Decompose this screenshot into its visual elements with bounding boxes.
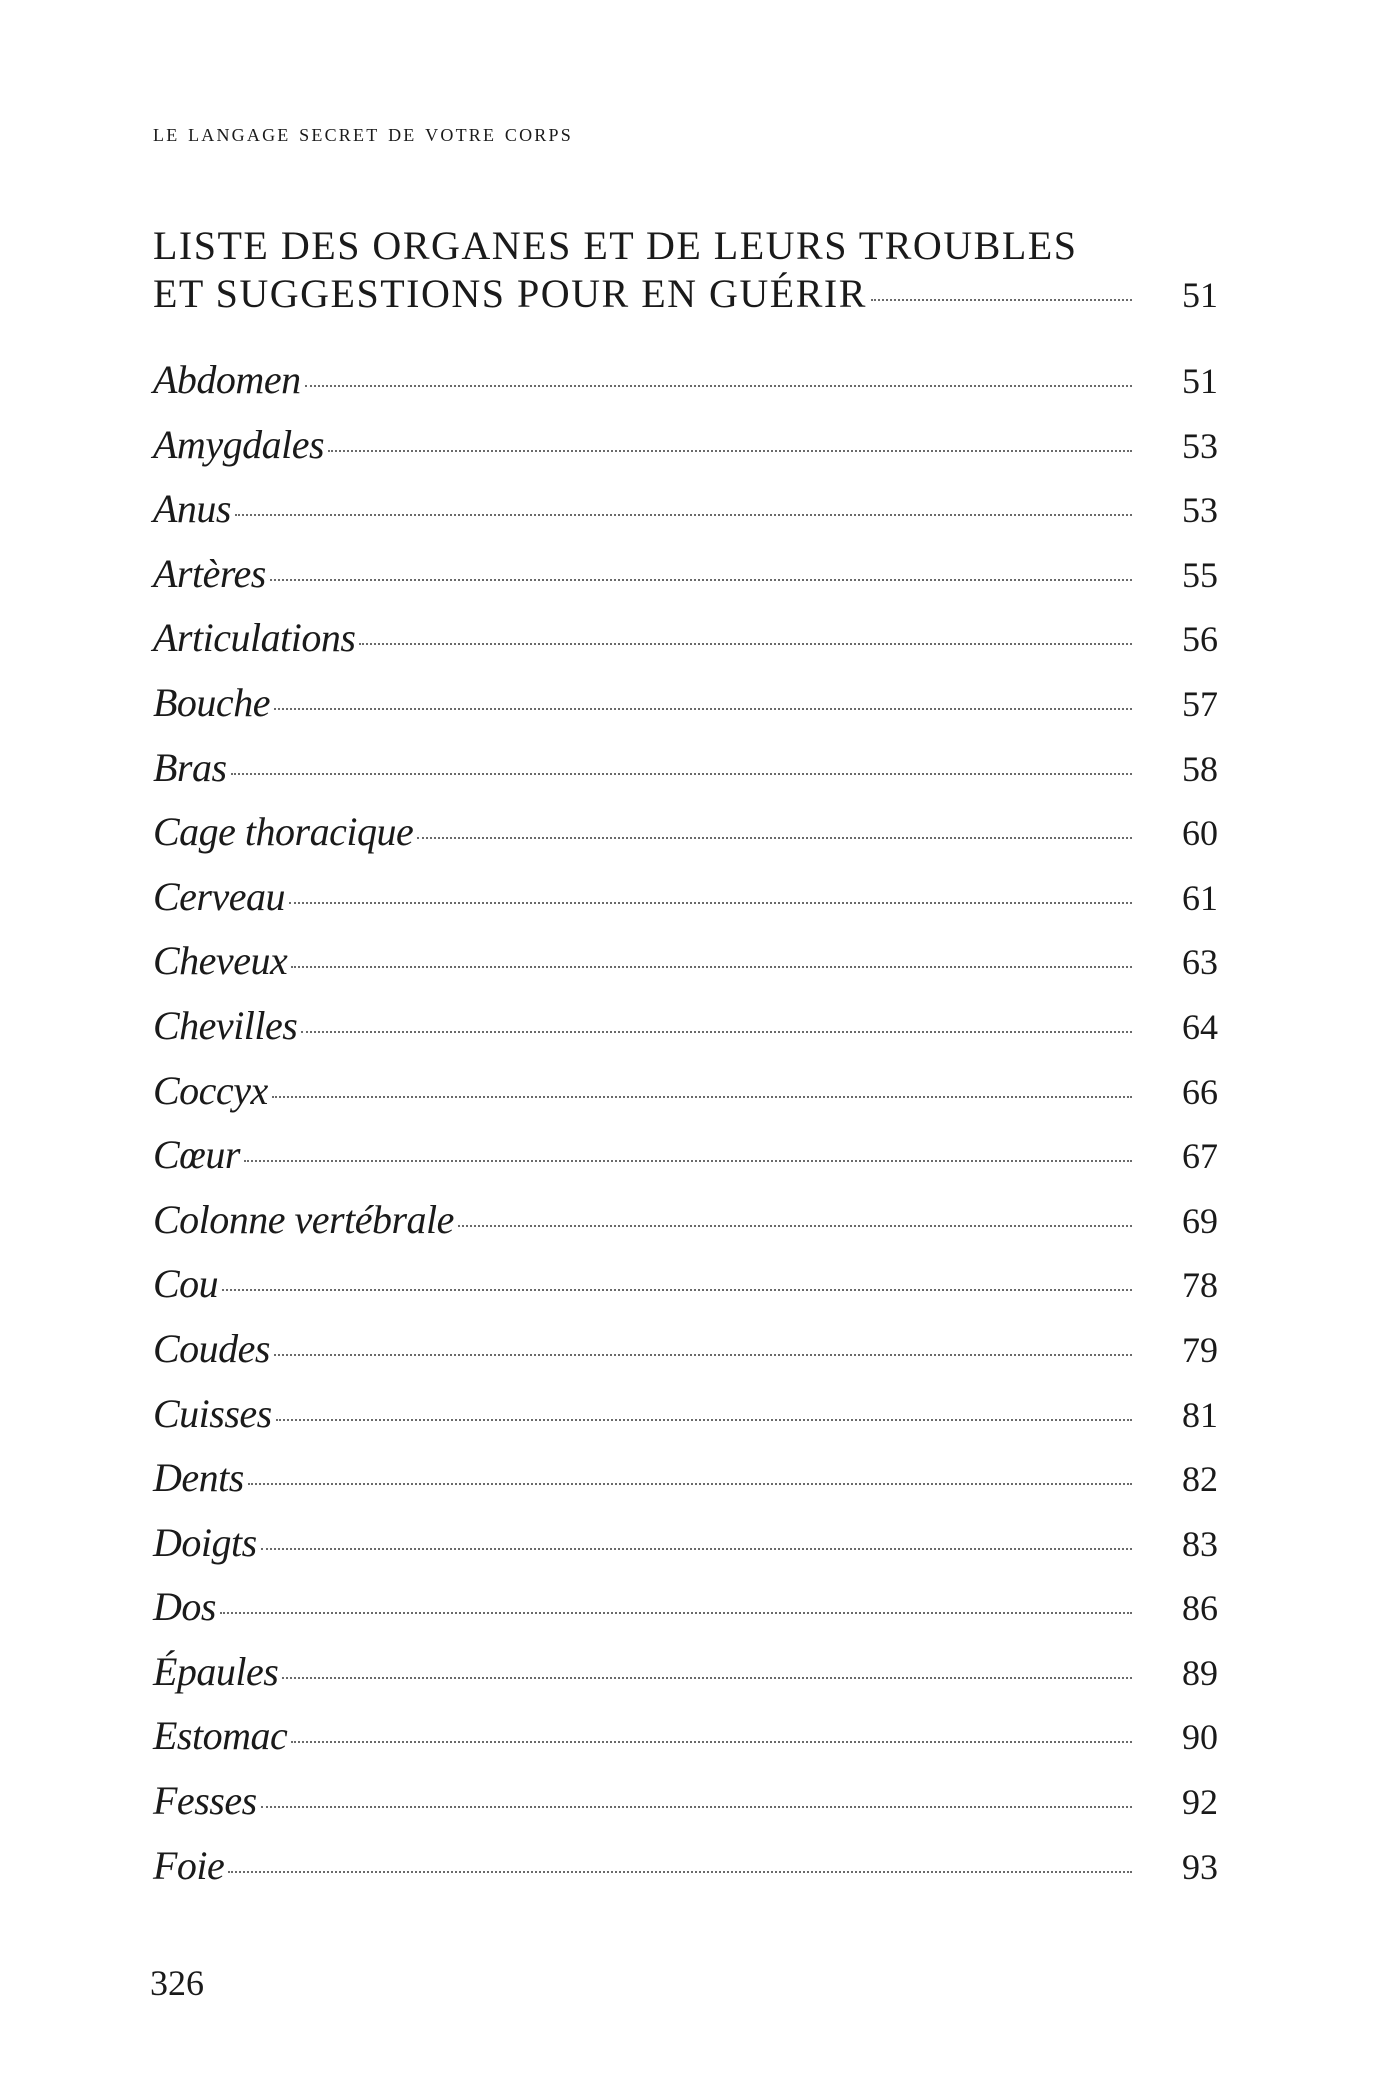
dot-leader — [274, 1354, 1132, 1356]
toc-entry-page: 86 — [1182, 1588, 1218, 1629]
toc-entry-page: 53 — [1182, 425, 1218, 466]
dot-leader — [261, 1806, 1132, 1808]
toc-entry-page: 56 — [1182, 619, 1218, 660]
toc-entry — [153, 421, 1218, 486]
toc-entry-page: 81 — [1182, 1394, 1218, 1435]
toc-entry-label: Cou — [153, 1261, 219, 1307]
toc-entry — [153, 356, 1218, 421]
toc-entry-page: 89 — [1182, 1652, 1218, 1693]
toc-entry — [153, 679, 1218, 744]
dot-leader — [276, 1419, 1132, 1421]
toc-entry-page: 58 — [1182, 748, 1218, 789]
toc-entry-label: Abdomen — [153, 357, 301, 402]
toc-entry-page: 64 — [1182, 1006, 1218, 1047]
dot-leader — [244, 1160, 1132, 1162]
toc-entry-page: 55 — [1182, 554, 1218, 595]
toc-entry — [153, 808, 1218, 873]
dot-leader — [272, 1096, 1132, 1098]
dot-leader — [305, 385, 1132, 387]
toc-entry-label: Fesses — [153, 1778, 257, 1824]
dot-leader — [228, 1871, 1132, 1873]
toc-entry — [153, 1131, 1218, 1196]
toc-entry-label: Chevilles — [153, 1002, 298, 1048]
toc-entry-label: Cheveux — [153, 938, 288, 984]
dot-leader — [289, 902, 1132, 904]
toc-entry-page: 60 — [1182, 813, 1218, 854]
toc-entry — [153, 744, 1218, 809]
dot-leader — [220, 1612, 1132, 1614]
toc-entry-label: Colonne vertébrale — [153, 1196, 454, 1242]
dot-leader — [871, 299, 1132, 301]
dot-leader — [235, 514, 1132, 516]
toc-entry-label: Dos — [153, 1584, 216, 1630]
toc-entry-label: Foie — [153, 1842, 225, 1888]
running-head: le langage secret de votre corps — [153, 118, 573, 147]
toc-entry-page: 61 — [1182, 877, 1218, 918]
toc-entry-page: 78 — [1182, 1265, 1218, 1306]
toc-entry — [153, 1519, 1218, 1584]
dot-leader — [274, 708, 1132, 710]
toc-entry-label: Bouche — [153, 679, 270, 725]
dot-leader — [231, 773, 1132, 775]
toc-entry — [153, 1196, 1218, 1261]
section-title-line-1: LISTE DES ORGANES ET DE LEURS TROUBLES — [153, 223, 1078, 268]
toc-entry-page: 57 — [1182, 683, 1218, 724]
toc-entry-label: Doigts — [153, 1519, 257, 1565]
toc-entry-label: Amygdales — [153, 421, 325, 467]
toc-entry — [153, 1777, 1218, 1842]
toc-entry-page: 79 — [1182, 1329, 1218, 1370]
toc-entry — [153, 1260, 1218, 1325]
toc-entry-label: Articulations — [153, 615, 356, 661]
dot-leader — [282, 1677, 1132, 1679]
section-heading — [153, 222, 1218, 319]
toc-entry-label: Artères — [153, 550, 266, 596]
toc-entry — [153, 937, 1218, 1002]
toc-entry-page: 83 — [1182, 1523, 1218, 1564]
toc-entry — [153, 1390, 1218, 1455]
dot-leader — [248, 1483, 1132, 1485]
dot-leader — [417, 837, 1132, 839]
toc-entry-label: Cerveau — [153, 873, 286, 919]
toc-entry-page: 63 — [1182, 942, 1218, 983]
toc-entry-label: Coudes — [153, 1325, 270, 1371]
dot-leader — [270, 579, 1132, 581]
toc-entry — [153, 485, 1218, 550]
section-title-row — [153, 270, 1218, 319]
toc-entry-label: Cage thoracique — [153, 809, 414, 855]
toc-entry — [153, 1002, 1218, 1067]
toc-entry — [153, 1325, 1218, 1390]
dot-leader — [458, 1225, 1132, 1227]
toc-entry-page: 93 — [1182, 1846, 1218, 1887]
dot-leader — [328, 450, 1132, 452]
toc-entry-label: Bras — [153, 744, 227, 790]
dot-leader — [301, 1031, 1132, 1033]
toc-entry — [153, 1712, 1218, 1777]
toc-entry-page: 51 — [1182, 361, 1218, 401]
toc-entry — [153, 873, 1218, 938]
toc-entry-label: Anus — [153, 486, 231, 532]
dot-leader — [222, 1289, 1132, 1291]
dot-leader — [291, 966, 1132, 968]
toc-entry-label: Dents — [153, 1455, 244, 1501]
dot-leader — [261, 1548, 1132, 1550]
toc-entry-page: 82 — [1182, 1459, 1218, 1500]
toc-entry-page: 53 — [1182, 490, 1218, 531]
toc-entry — [153, 1067, 1218, 1132]
toc-entry — [153, 550, 1218, 615]
toc-entry-page: 90 — [1182, 1717, 1218, 1758]
toc-entry-label: Estomac — [153, 1713, 288, 1759]
toc-entry — [153, 1454, 1218, 1519]
toc-entry-page: 67 — [1182, 1136, 1218, 1177]
toc-entry-label: Épaules — [153, 1648, 279, 1694]
toc-entry — [153, 1583, 1218, 1648]
toc-entry-page: 66 — [1182, 1071, 1218, 1112]
dot-leader — [291, 1741, 1132, 1743]
toc-entry-label: Coccyx — [153, 1067, 268, 1113]
page-number-footer: 326 — [150, 1963, 204, 2003]
section-page-number: 51 — [1182, 275, 1218, 315]
toc-entry — [153, 1648, 1218, 1713]
toc-entry-label: Cuisses — [153, 1390, 272, 1436]
toc-entry-page: 92 — [1182, 1782, 1218, 1823]
toc-entry — [153, 1842, 1218, 1907]
toc-entry — [153, 614, 1218, 679]
dot-leader — [359, 643, 1132, 645]
toc-entry-list — [153, 356, 1218, 1906]
section-title-line-2: ET SUGGESTIONS POUR EN GUÉRIR — [153, 271, 867, 316]
toc-entry-label: Cœur — [153, 1132, 240, 1178]
toc-entry-page: 69 — [1182, 1200, 1218, 1241]
